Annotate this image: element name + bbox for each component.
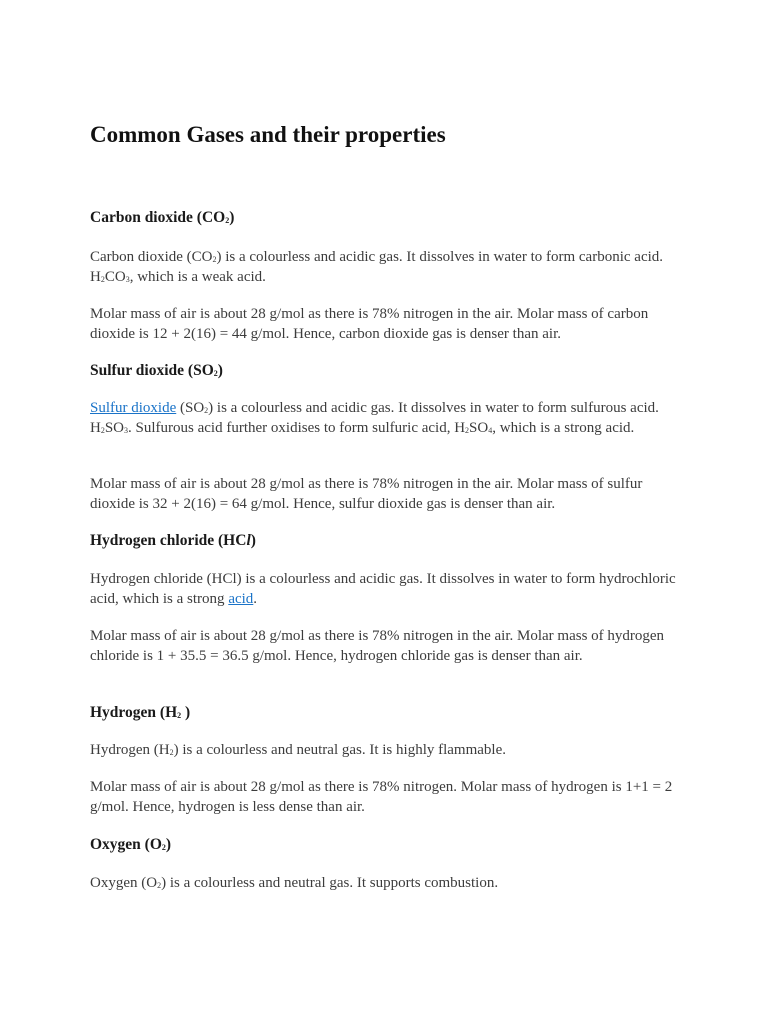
sulfur-dioxide-link[interactable]: Sulfur dioxide [90, 400, 177, 416]
hydrogen-chloride-molar-mass: Molar mass of air is about 28 g/mol as there is 78% nitrogen in the air. Molar mass of hydrogen chloride is 1 + 35.5 = 36.5 g/mol. Hence, hydrogen chloride gas is denser than air. [90, 628, 665, 664]
section-heading-sulfur-dioxide: Sulfur dioxide $(SO_2)$ [90, 362, 223, 379]
section-heading-oxygen: Oxygen $(O_2)$ [90, 836, 172, 853]
acid-link[interactable]: acid [228, 590, 254, 607]
oxygen-description: Oxygen $(O_2)$ is a colourless and neutral gas. It supports combustion. [90, 875, 499, 891]
hydrogen-molar-mass: Molar mass of air is about 28 g/mol as there is 78% nitrogen. Molar mass of hydrogen is 1+1 = 2 g/mol. Hence, hydrogen is less dense than air. [90, 779, 673, 815]
hydrogen-chloride-description: Hydrogen chloride (HCl) is a colourless and acidic gas. It dissolves in water to form hydrochloric acid, which is a strong acid. [90, 571, 676, 607]
sulfur-dioxide-description: Sulfur dioxide $(SO_2)$ is a colourless and acidic gas. It dissolves in water to form sulfurous acid. $H_2SO_3$. Sulfurous acid further oxidises to form sulfuric acid, $H_2SO_4$, which is a strong acid. [90, 400, 659, 436]
sulfur-dioxide-molar-mass: Molar mass of air is about 28 g/mol as there is 78% nitrogen in the air. Molar mass of sulfur dioxide is 32 + 2(16) = 64 g/mol. Hence, sulfur dioxide gas is denser than air. [90, 476, 643, 512]
hydrogen-description: Hydrogen $(H_2)$ is a colourless and neutral gas. It is highly flammable. [90, 742, 506, 758]
section-heading-hydrogen: Hydrogen ($H_2$ ) [90, 704, 191, 721]
section-heading-carbon-dioxide: Carbon dioxide $(CO_2)$ [90, 209, 235, 226]
carbon-dioxide-molar-mass: Molar mass of air is about 28 g/mol as there is 78% nitrogen in the air. Molar mass of carbon dioxide is 12 + 2(16) = 44 g/mol. Hence, carbon dioxide gas is denser than air. [90, 306, 649, 342]
page-title: Common Gases and their properties [90, 122, 446, 147]
carbon-dioxide-description: Carbon dioxide $(CO_2)$ is a colourless and acidic gas. It dissolves in water to form carbonic acid. $H_2CO_3$, which is a weak acid. [90, 249, 664, 285]
section-heading-hydrogen-chloride: Hydrogen chloride (HCl) [90, 532, 256, 549]
